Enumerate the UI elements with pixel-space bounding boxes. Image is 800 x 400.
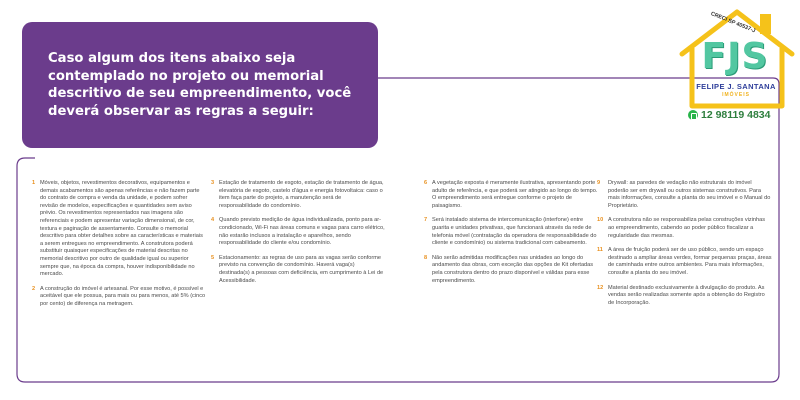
rule-number: 9: [597, 180, 601, 186]
logo-letters: FJS: [701, 36, 769, 77]
rule-text: A vegetação exposta é meramente ilustrativa, apresentando porte adulto de referência, e que poderá ser atingido ao longo do tempo. O empreendimento será entregue conforme o projeto de paisagismo.: [432, 180, 598, 209]
rule-number: 7: [424, 217, 428, 224]
rule-item: [424, 217, 598, 247]
rule-text: Será instalado sistema de intercomunicação (interfone) entre guarita e unidades privativas, que funcionará através da rede de telefonia móvel (contratação da operadora de responsabilidade do cliente e condomínio) ou sistema tradicional com cabeamento.: [432, 217, 597, 247]
rules-column-4: [597, 180, 772, 314]
brand-name: FELIPE J. SANTANA: [696, 82, 776, 91]
rule-item: [597, 217, 772, 240]
rule-text: A área de fruição poderá ser de uso público, sendo um espaço destinado a ampliar áreas verdes, formar pequenas praças, áreas de caminhada entre outros ambientes. Para mais informações, consulte a planta do seu imóvel.: [608, 247, 772, 276]
rule-item: [211, 255, 385, 285]
header-title: Caso algum dos itens abaixo seja contemplado no projeto ou memorial descritivo de seu empreendimento, você deverá observar as regras a seguir:: [48, 51, 352, 119]
rule-item: [211, 180, 385, 210]
whatsapp-icon: [688, 110, 698, 120]
rule-text: A construção do imóvel é artesanal. Por esse motivo, é possível e aceitável que ele possua, para mais ou para menos, até 5% (cinco por cento) de diferença na metragem.: [40, 285, 206, 307]
rule-number: 6: [424, 180, 428, 186]
creci-label: CRECI SP 40537-J: [709, 11, 757, 35]
rule-item: [211, 217, 385, 247]
rule-text: Drywall: as paredes de vedação não estruturais do imóvel poderão ser em drywall ou outros sistemas construtivos. Para mais informações, consulte a planta do seu imóvel e o Manual do Proprietário.: [608, 180, 771, 209]
rule-item: [424, 255, 598, 285]
header-box: [22, 22, 378, 148]
rules-column-2: [211, 180, 385, 292]
rule-number: 10: [597, 217, 604, 224]
rule-number: 2: [32, 285, 36, 292]
rule-number: 11: [597, 247, 603, 254]
rule-number: 1: [32, 180, 36, 186]
rule-text: A construtora não se responsabiliza pelas construções vizinhas ao empreendimento, cabendo ao poder público fiscalizar a regularidade das mesmas.: [608, 217, 766, 239]
rule-number: 3: [211, 180, 215, 186]
rules-column-3: [424, 180, 598, 292]
rule-number: 12: [597, 284, 604, 291]
brand-subtitle: IMÓVEIS: [722, 92, 750, 98]
rule-number: 8: [424, 254, 428, 261]
phone-number: 12 98119 4834: [701, 109, 771, 121]
phone-contact[interactable]: [688, 109, 771, 121]
rule-number: 5: [211, 254, 215, 261]
rule-item: [424, 180, 598, 210]
rule-text: Não serão admitidas modificações nas unidades ao longo do andamento das obras, com exceção das opções de Kit ofertadas pela construtora dentro do prazo disponível e válidas para esse empreendimento.: [432, 254, 594, 284]
rule-text: Quando previsto medição de água individualizada, ponto para ar-condicionado, Wi-Fi nas áreas comuns e vagas para carro elétrico, não estarão inclusos a instalação e aparelhos, sendo responsabilidade do cliente e/ou condomínio.: [219, 217, 385, 247]
rule-text: Estação de tratamento de esgoto, estação de tratamento de água, elevatória de esgoto, castelo d'água e energia fotovoltaica: caso o item faça parte do projeto, a manutenção será de responsabilidade do condomínio.: [219, 180, 384, 209]
rule-text: Móveis, objetos, revestimentos decorativos, equipamentos e demais acabamentos são apenas referências e não fazem parte do contrato de compra e venda da unidade, e podem sofrer revisão de modelos, especificações e quantidades sem aviso prévio. Os revestimentos representados nas imagens são referenciais e podem apresentar variação dimensional, de cor, textura e paginação de assentamento. Consulte o memorial descritivo para obter detalhes sobre as características e materiais a serem entregues no empreendimento. A construtora poderá substituir quaisquer especificações de material descritas no memorial descritivo por outro de qualidade igual ou superior sempre que, na época da compra, houver indisponibilidade no mercado.: [40, 180, 203, 278]
rule-item: [32, 286, 206, 309]
rule-text: Estacionamento: as regras de uso para as vagas serão conforme previsto na convenção de condomínio. Haverá vaga(s) destinada(s) a pessoas com deficiência, em cumprimento à Lei de Acessibilidade.: [219, 254, 384, 284]
rule-number: 4: [211, 217, 215, 224]
rule-text: Material destinado exclusivamente à divulgação do produto. As vendas serão realizadas somente após a obtenção do Registro de Incorporação.: [608, 284, 765, 306]
rule-item: [597, 247, 772, 277]
rule-item: [32, 180, 206, 279]
rule-item: [597, 285, 772, 308]
rule-item: [597, 180, 772, 210]
rules-column-1: [32, 180, 206, 316]
